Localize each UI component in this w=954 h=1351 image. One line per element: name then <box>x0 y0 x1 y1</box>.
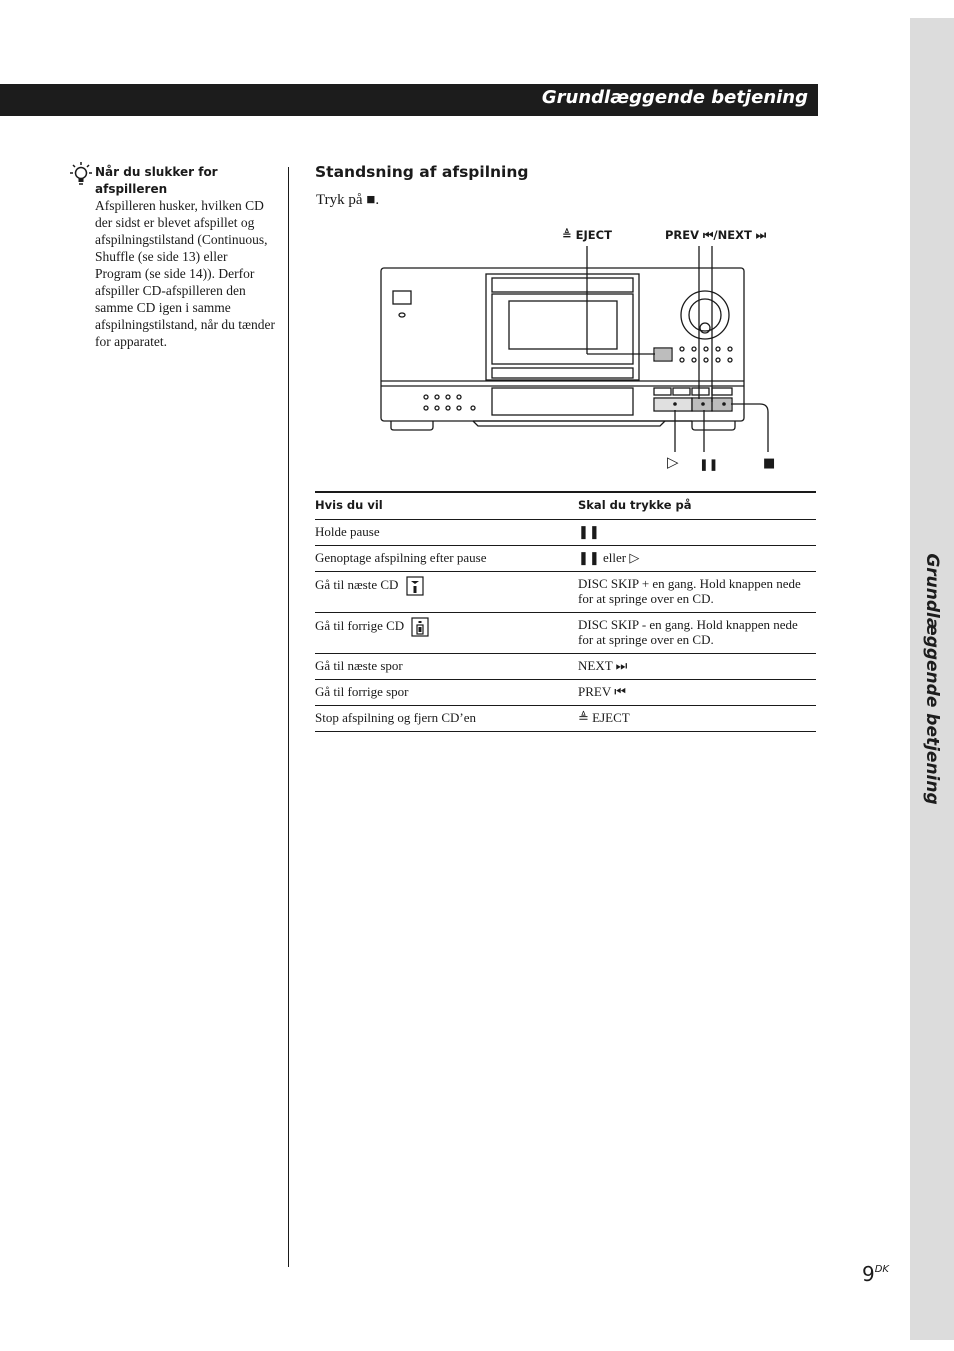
page-number <box>862 1262 889 1286</box>
row-press: NEXT ⏭ <box>578 654 816 680</box>
eject-label: ≜ EJECT <box>562 228 612 242</box>
side-tab <box>910 18 954 1340</box>
pause-label: ❚❚ <box>699 457 719 471</box>
lightbulb-icon <box>70 162 92 188</box>
disc-skip-minus-icon <box>411 617 429 637</box>
table-row <box>315 680 816 706</box>
table-row <box>315 613 816 654</box>
column-divider <box>288 167 289 1267</box>
section-instruction: Tryk på ■. <box>316 192 380 208</box>
section-title: Standsning af afspilning <box>315 163 529 181</box>
tip-title: Når du slukker for afspilleren <box>95 165 218 196</box>
side-tab-label: Grundlæggende betjening <box>922 553 942 805</box>
row-action: Gå til forrige CD <box>315 617 405 633</box>
table-row <box>315 520 816 546</box>
row-action: Gå til forrige spor <box>315 680 578 706</box>
row-action-cell <box>315 613 578 654</box>
row-action: Holde pause <box>315 520 578 546</box>
row-action: Gå til næste spor <box>315 654 578 680</box>
col-header-action: Hvis du vil <box>315 492 578 520</box>
row-action: Stop afspilning og fjern CD’en <box>315 706 578 732</box>
table-header-row <box>315 492 816 520</box>
row-press: ≜ EJECT <box>578 706 816 732</box>
cd-player-diagram <box>370 220 810 480</box>
col-header-press: Skal du trykke på <box>578 492 816 520</box>
row-action: Genoptage afspilning efter pause <box>315 546 578 572</box>
stop-label: ■ <box>763 456 776 471</box>
row-press: ❚❚ eller ▷ <box>578 546 816 572</box>
table-row <box>315 572 816 613</box>
disc-skip-plus-icon <box>406 576 424 596</box>
table-row <box>315 654 816 680</box>
row-action-cell <box>315 572 578 613</box>
page-number-value: 9 <box>862 1262 875 1286</box>
table-row <box>315 546 816 572</box>
table-row <box>315 706 816 732</box>
row-press: ❚❚ <box>578 520 816 546</box>
cd-player-drawing <box>370 220 810 480</box>
prev-next-label: PREV ⏮/NEXT ⏭ <box>665 228 767 242</box>
header-title: Grundlæggende betjening <box>541 87 808 108</box>
row-press: DISC SKIP + en gang. Hold knappen nede for at springe over en CD. <box>578 572 816 613</box>
row-press: PREV ⏮ <box>578 680 816 706</box>
play-label: ▷ <box>667 453 679 471</box>
tip-body: Afspilleren husker, hvilken CD der sidst er blevet afspillet og afspilningstilstand (Continuous, Shuffle (se side 13) eller Program (se side 14)). Derfor afspiller CD-afspilleren den samme CD igen i samme afspilningstilstand, når du tænder for apparatet. <box>95 198 275 349</box>
header-bar <box>0 84 818 116</box>
page-number-suffix: DK <box>874 1264 889 1275</box>
row-press: DISC SKIP - en gang. Hold knappen nede for at springe over en CD. <box>578 613 816 654</box>
operations-table <box>315 491 816 732</box>
row-action: Gå til næste CD <box>315 576 399 592</box>
